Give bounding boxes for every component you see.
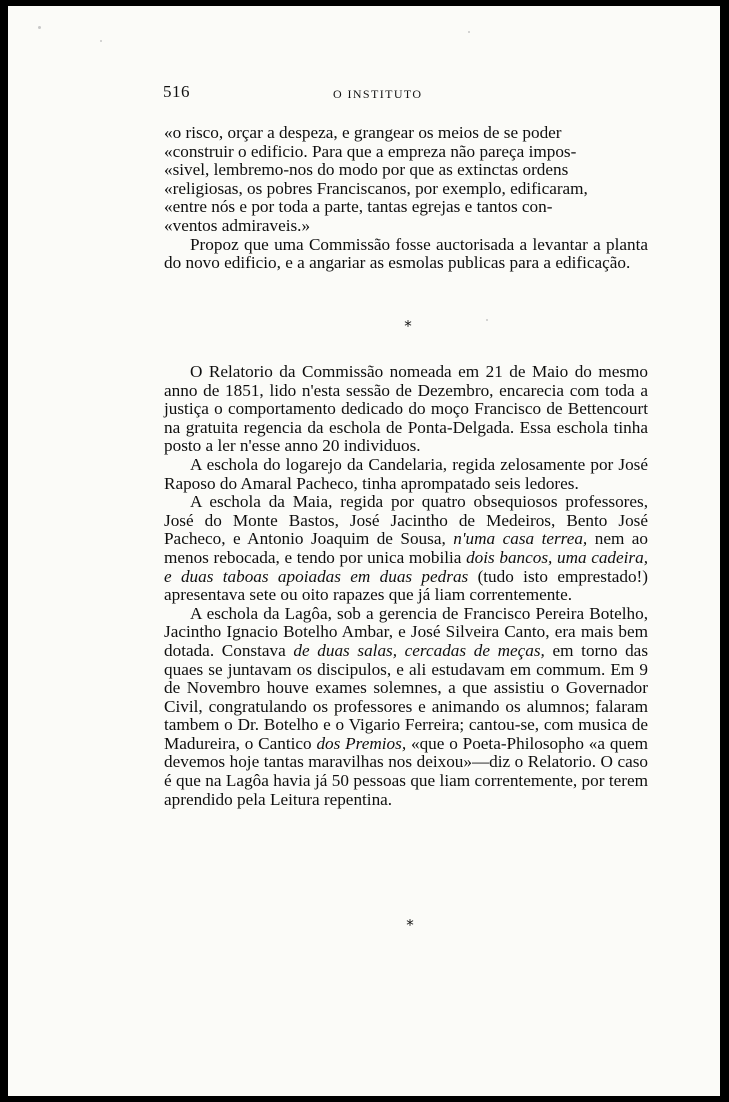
text-run: nem ao menos rebocada, e tendo por unica mobilia bbox=[164, 529, 649, 567]
page-header bbox=[163, 82, 648, 106]
quote-line: «construir o edificio. Para que a empreza não pareça impos- bbox=[164, 141, 577, 161]
running-title: O INSTITUTO bbox=[333, 87, 423, 101]
quote-line: «religiosas, os pobres Franciscanos, por exemplo, edificaram, bbox=[164, 178, 588, 198]
text-run: (tudo isto emprestado!) apresentava sete ou oito rapazes que já liam correntemente. bbox=[164, 566, 648, 605]
paper-speck bbox=[486, 319, 488, 321]
italic-phrase: n'uma casa terrea, bbox=[453, 529, 588, 549]
paragraph-maia bbox=[164, 493, 648, 605]
paper-speck bbox=[468, 31, 470, 33]
italic-phrase: dos Premios, bbox=[316, 733, 407, 753]
paper-speck bbox=[38, 26, 41, 29]
italic-phrase: dois bancos, uma cadeira, e duas taboas apoiadas em duas pedras bbox=[164, 547, 649, 586]
book-page bbox=[8, 6, 720, 1096]
quote-line: «o risco, orçar a despeza, e grangear os meios de se poder bbox=[164, 123, 562, 142]
paper-speck bbox=[100, 40, 102, 42]
paragraph-relatorio: O Relatorio da Commissão nomeada em 21 de Maio do mesmo anno de 1851, lido n'esta sessão de Dezembro, encarecia com toda a justiça o comportamento dedicado do moço Francisco de Bettencourt na gratuita regencia da eschola de Ponta-Delgada. Essa eschola tinha posto a ler n'esse anno 20 individuos. bbox=[164, 362, 648, 456]
quote-line: «ventos admiraveis.» bbox=[164, 215, 311, 235]
page-number: 516 bbox=[163, 82, 190, 101]
text-section-2 bbox=[164, 363, 648, 809]
quote-line: «sivel, lembremo-nos do modo por que as extinctas ordens bbox=[164, 160, 569, 180]
section-separator-asterisk: * bbox=[404, 317, 412, 335]
quote-line: «entre nós e por toda a parte, tantas egrejas e tantos con- bbox=[164, 197, 553, 217]
text-run: «que o Poeta-Philosopho «a quem devemos hoje tantas maravilhas nos deixou»—diz o Relatorio. O caso é que na Lagôa havia já 50 pessoas que liam correntemente, por terem aprendido pela Leitura repentina. bbox=[164, 733, 649, 809]
text-run: A eschola da Lagôa, sob a gerencia de Francisco Pereira Botelho, Jacintho Ignacio Botelho Ambar, e José Silveira Canto, era mais bem dotada. Constava bbox=[164, 603, 648, 660]
text-run: A eschola da Maia, regida por quatro obsequiosos professores, José do Monte Bastos, José Jacintho de Medeiros, Bento José Pacheco, e Antonio Joaquim de Sousa, bbox=[164, 492, 648, 549]
text-section-1 bbox=[164, 124, 648, 273]
paragraph-commission-proposal: Propoz que uma Commissão fosse auctorisada a levantar a planta do novo edificio, e a angariar as esmolas publicas para a edificação. bbox=[164, 234, 648, 273]
italic-phrase: de duas salas, cercadas de meças, bbox=[293, 640, 545, 660]
text-run: em torno das quaes se juntavam os discipulos, e ali estudavam em commum. Em 9 de Novembro houve exames solemnes, a que assistiu o Governador Civil, congratulando os professores e animando os alumnos; falaram tambem o Dr. Botelho e o Vigario Ferreira; cantou-se, com musica de Madureira, o Cantico bbox=[164, 640, 649, 753]
paragraph-lagoa bbox=[164, 605, 648, 810]
section-separator-asterisk: * bbox=[406, 916, 414, 934]
paragraph-candelaria: A eschola do logarejo da Candelaria, regida zelosamente por José Raposo do Amaral Pacheco, tinha aprompatado seis ledores. bbox=[164, 454, 648, 493]
